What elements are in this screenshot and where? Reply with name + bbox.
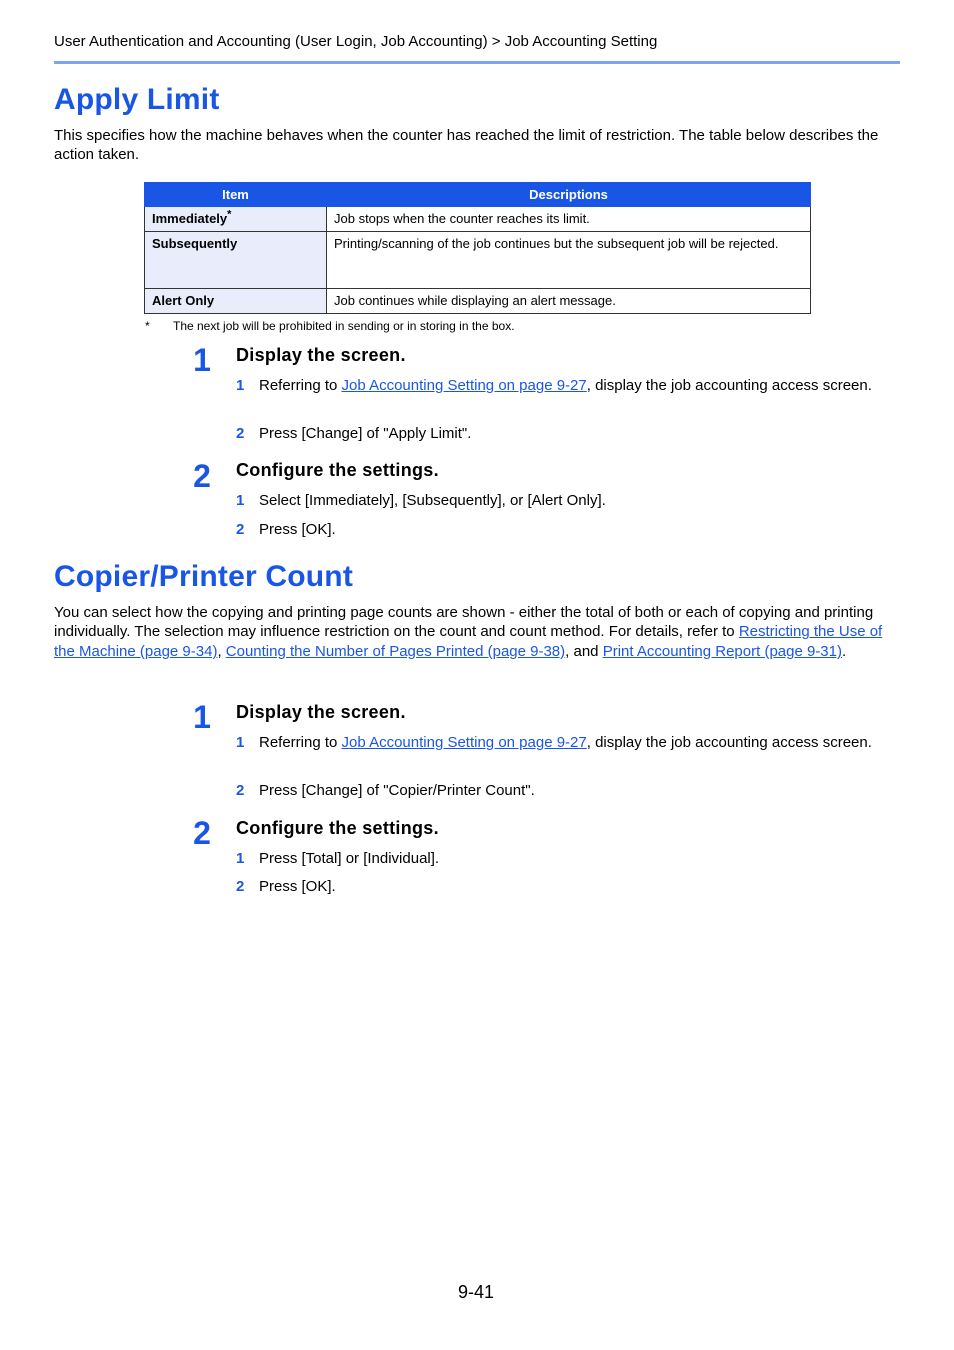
table-row	[145, 207, 811, 232]
table-cell-item: Alert Only	[145, 289, 327, 314]
table-row	[145, 232, 811, 289]
table-row	[145, 289, 811, 314]
step-title: Display the screen.	[236, 345, 406, 365]
table-cell-item: Subsequently	[145, 232, 327, 289]
substep	[236, 781, 876, 800]
step-number: 2	[193, 815, 211, 851]
substep-text-post: , display the job accounting access screen.	[586, 377, 872, 394]
substep-number: 1	[236, 492, 245, 509]
substep-number: 2	[236, 425, 245, 442]
substep	[236, 491, 876, 510]
table-cell-description: Printing/scanning of the job continues but the subsequent job will be rejected.	[327, 232, 811, 289]
apply-limit-intro: This specifies how the machine behaves when the counter has reached the limit of restriction. The table below describes the action taken.	[54, 127, 879, 164]
page-number: 9-41	[458, 1282, 495, 1302]
step-title: Display the screen.	[236, 702, 406, 722]
table-cell-item	[145, 207, 327, 232]
footnote-marker: *	[227, 208, 232, 221]
section-title-copier-printer-count: Copier/Printer Count	[54, 560, 354, 593]
substep-text-pre: Referring to	[259, 734, 342, 751]
substep	[236, 376, 876, 395]
table-footnote	[145, 319, 515, 334]
link-job-accounting-setting[interactable]: Job Accounting Setting on page 9-27	[341, 734, 587, 751]
step-number: 1	[193, 699, 211, 735]
substep-text: Press [Total] or [Individual].	[259, 850, 440, 867]
breadcrumb: User Authentication and Accounting (User Login, Job Accounting) > Job Accounting Setting	[54, 33, 658, 50]
table-header-row	[145, 183, 811, 207]
substep-number: 2	[236, 521, 245, 538]
link-counting-pages[interactable]: Counting the Number of Pages Printed (page 9-38)	[225, 642, 566, 660]
link-print-accounting-report[interactable]: Print Accounting Report (page 9-31)	[602, 642, 842, 660]
table-header-item: Item	[145, 183, 327, 207]
substep-number: 1	[236, 377, 245, 394]
substep-text: Press [Change] of "Copier/Printer Count".	[259, 782, 535, 799]
intro-text: You can select how the copying and printing page counts are shown - either the total of both or each of copying and printing individually. The selection may influence restriction on the count and count method. For details, refer to	[54, 604, 874, 641]
table-cell-description: Job stops when the counter reaches its limit.	[327, 207, 811, 232]
table-header-descriptions: Descriptions	[327, 183, 811, 207]
substep-number: 2	[236, 782, 245, 799]
step-title: Configure the settings.	[236, 818, 439, 838]
footnote-text: The next job will be prohibited in sending or in storing in the box.	[173, 319, 515, 333]
header-divider	[54, 61, 900, 64]
substep-text: Press [Change] of "Apply Limit".	[259, 425, 472, 442]
substep	[236, 849, 876, 868]
copier-printer-intro	[54, 603, 894, 661]
substep-number: 1	[236, 850, 245, 867]
substep-text-post: , display the job accounting access screen.	[586, 734, 872, 751]
item-label: Immediately	[152, 211, 228, 226]
substep-number: 2	[236, 878, 245, 895]
intro-separator: ,	[217, 642, 226, 660]
apply-limit-table	[144, 182, 811, 314]
step-title: Configure the settings.	[236, 460, 439, 480]
substep-text-pre: Referring to	[259, 377, 342, 394]
step-number: 1	[193, 342, 211, 378]
substep-number: 1	[236, 734, 245, 751]
substep	[236, 733, 876, 752]
link-restricting-use[interactable]: Restricting the Use of the Machine (page 9-34)	[54, 623, 883, 660]
substep	[236, 520, 876, 539]
substep-text	[259, 376, 876, 395]
step-number: 2	[193, 458, 211, 494]
substep-text: Press [OK].	[259, 521, 336, 538]
section-title-apply-limit: Apply Limit	[54, 83, 220, 116]
intro-separator: , and	[565, 642, 603, 660]
substep-text: Press [OK].	[259, 878, 336, 895]
footnote-mark: *	[145, 319, 150, 333]
substep-text	[259, 733, 876, 752]
table-cell-description: Job continues while displaying an alert message.	[327, 289, 811, 314]
intro-end: .	[842, 642, 847, 660]
substep-text: Select [Immediately], [Subsequently], or [Alert Only].	[259, 492, 606, 509]
substep	[236, 424, 876, 443]
substep	[236, 877, 876, 896]
link-job-accounting-setting[interactable]: Job Accounting Setting on page 9-27	[341, 377, 587, 394]
